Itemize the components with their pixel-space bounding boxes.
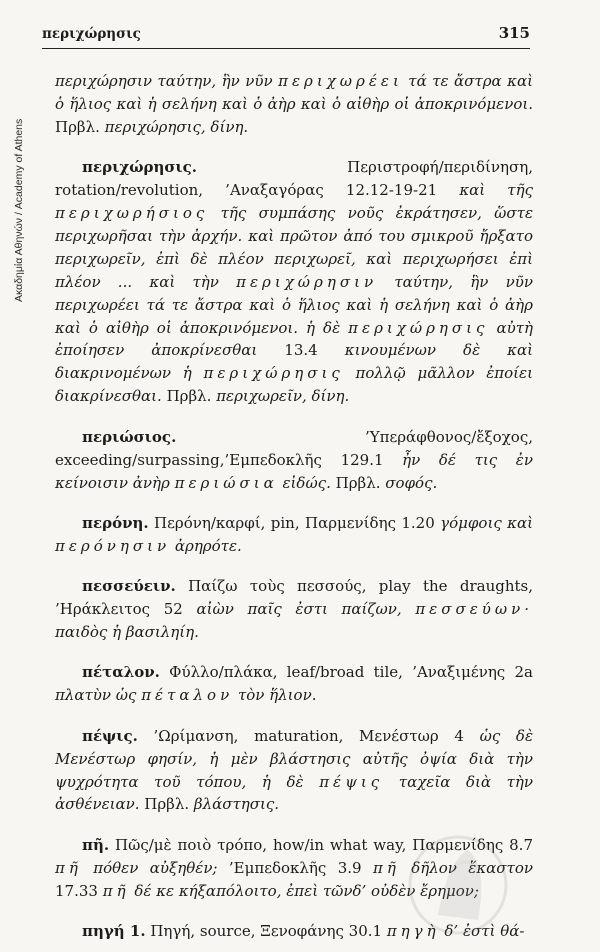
dictionary-entry	[55, 70, 533, 139]
running-head	[42, 22, 530, 49]
entry-headword: περιώσιος.	[82, 427, 177, 446]
entry-text: εἰδώς.	[277, 473, 331, 492]
spaced-quote-word: πῆ	[102, 881, 130, 900]
entry-text: γόμφοις καὶ	[440, 513, 533, 532]
spaced-quote-word: πηγὴ	[386, 922, 440, 941]
spaced-quote-word: περιχώρησιν	[236, 272, 378, 291]
spaced-quote-word: πῆ	[55, 858, 82, 877]
entry-text: πόθεν αὐξηθέν;	[81, 858, 218, 877]
entry-text: τῆς συμπάσης νοῦς ἐκράτησεν, ὥστε περιχωρῆσαι τὴν ἀρχήν. καὶ πρῶτον ἀπό του σμικροῦ ἤρξατο περιχωρεῖν, ἐπὶ δὲ πλέον περιχωρεῖ, καὶ περιχωρήσει ἐπὶ πλέον ... καὶ τὴν	[55, 204, 533, 291]
entry-text: σοφός.	[385, 473, 438, 492]
spaced-quote-word: περιχωρήσιος	[55, 204, 209, 223]
entry-text: πλατὺν ὡς	[55, 686, 142, 705]
dictionary-entry	[55, 156, 533, 408]
entries-column	[55, 70, 533, 943]
entry-text: τὸν ἥλιον.	[233, 686, 317, 705]
entry-text: ’Εμπεδοκλῆς 3.9	[217, 858, 373, 877]
spaced-quote-word: περιώσια	[174, 473, 278, 492]
entry-text: δῆλον ἕκαστον	[399, 858, 533, 877]
entry-headword: περόνη.	[82, 513, 149, 532]
entry-text: Φύλλο/πλάκα, leaf/broad tile, ’Αναξιμένης 2a	[159, 663, 533, 682]
entry-text: ’Υπεράφθονος/ἔξοχος, exceeding/surpassing,’Εμπεδοκλῆς 129.1	[55, 427, 533, 469]
dictionary-entry	[55, 661, 533, 707]
entry-text: περιχώρησις, δίνη.	[104, 117, 249, 136]
entry-text: ἦν δέ τις ἐν κείνοισιν ἀνὴρ	[55, 450, 533, 492]
entry-text: κινουμένων δὲ καὶ διακρινομένων ἡ	[55, 341, 534, 383]
dictionary-entry	[55, 834, 533, 903]
entry-text: καὶ τῆς	[459, 181, 533, 200]
dictionary-entry	[55, 725, 533, 817]
dictionary-entry	[55, 575, 533, 644]
entry-text: Πρβλ.	[161, 387, 217, 406]
entry-text: 13.4	[257, 341, 345, 360]
entry-text: ταύτην, ἣν νῦν περιχωρέει τά τε ἄστρα καὶ ὁ ἥλιος καὶ ἡ σελήνη καὶ ὁ ἀὴρ καὶ ὁ αἰθὴρ οἱ ἀποκρινόμενοι. ἡ δὲ	[55, 272, 533, 337]
entry-text: ἀρηρότε.	[170, 536, 242, 555]
entry-text: αἰὼν παῖς ἐστι παίζων,	[196, 600, 416, 619]
page-number: 315	[498, 24, 530, 42]
entry-text: Πρβλ.	[139, 795, 194, 814]
spaced-quote-word: περιχώρησις	[348, 318, 489, 337]
spaced-quote-word: περόνησιν	[55, 536, 171, 555]
entry-text: Πῶς/μὲ ποιὸ τρόπο, how/in what way, Παρμενίδης 8.7	[109, 835, 533, 854]
entry-headword: περιχώρησις.	[82, 158, 198, 177]
entry-headword: πέταλον.	[82, 663, 160, 682]
entry-text: δέ κε κήξαπόλοιτο, ἐπεὶ τῶνδ’ οὐδὲν ἔρημον;	[129, 881, 479, 900]
entry-text: περιχώρησιν ταύτην, ἣν νῦν	[55, 72, 279, 90]
entry-text: βλάστησις.	[193, 795, 280, 814]
spaced-quote-word: περιχωρέει	[278, 72, 403, 90]
spaced-quote-word: περιχώρησις	[203, 364, 344, 383]
dictionary-entry	[55, 512, 533, 558]
dictionary-entry	[55, 426, 533, 495]
entry-text: Περιστροφή/περιδίνηση, rotation/revolution, ’Αναξαγόρας 12.12-19-21	[55, 158, 533, 200]
entry-headword: πεσσεύειν.	[82, 577, 176, 596]
entry-text: αὐτὴ ἐποίησεν ἀποκρίνεσθαι	[55, 318, 533, 360]
spaced-quote-word: πῆ	[372, 858, 400, 877]
entry-text: ταχεῖα διὰ τὴν ἀσθένειαν.	[55, 772, 534, 814]
entry-text: Πρβλ.	[55, 117, 105, 136]
entry-text: περιχωρεῖν, δίνη.	[216, 387, 350, 406]
spaced-quote-word: πέψις	[319, 772, 384, 791]
dictionary-entry	[55, 920, 533, 943]
entry-text: πολλῷ μᾶλλον ἐποίει διακρίνεσθαι.	[55, 364, 533, 406]
entry-headword: πέψις.	[82, 726, 138, 745]
entry-text: Πρβλ.	[330, 473, 386, 492]
running-head-word: περιχώρησις	[42, 26, 141, 42]
archive-stamp: Ακαδημία Αθηνών / Academy of Athens	[13, 118, 25, 302]
entry-text: τά τε ἄστρα καὶ ὁ ἥλιος καὶ ἡ σελήνη καὶ ὁ ἀὴρ καὶ ὁ αἰθὴρ οἱ ἀποκρινόμενοι.	[55, 72, 533, 113]
entry-headword: πηγή 1.	[82, 922, 146, 941]
entry-text: ’Ωρίμανση, maturation, Μενέστωρ 4	[137, 726, 480, 745]
entry-text: Παίζω τοὺς πεσσούς, play the draughts, ’Ηράκλειτος 52	[55, 577, 533, 619]
entry-text: 17.33	[55, 881, 103, 900]
entry-headword: πῆ.	[82, 835, 110, 854]
entry-text: παιδὸς ἡ βασιληίη.	[55, 623, 199, 642]
entry-text: ὡς δὲ Μενέστωρ φησίν, ἡ μὲν βλάστησις αὐτῆς ὀψία διὰ τὴν ψυχρότητα τοῦ τόπου, ἡ δὲ	[55, 726, 533, 791]
spaced-quote-word: πεσσεύων·	[415, 600, 533, 619]
entry-text: Περόνη/καρφί, pin, Παρμενίδης 1.20	[148, 513, 441, 532]
entry-text: Πηγή, source, Ξενοφάνης 30.1	[145, 922, 387, 941]
entry-text: δ’ ἐστὶ θά-	[439, 922, 525, 941]
spaced-quote-word: πέταλον	[141, 686, 234, 705]
